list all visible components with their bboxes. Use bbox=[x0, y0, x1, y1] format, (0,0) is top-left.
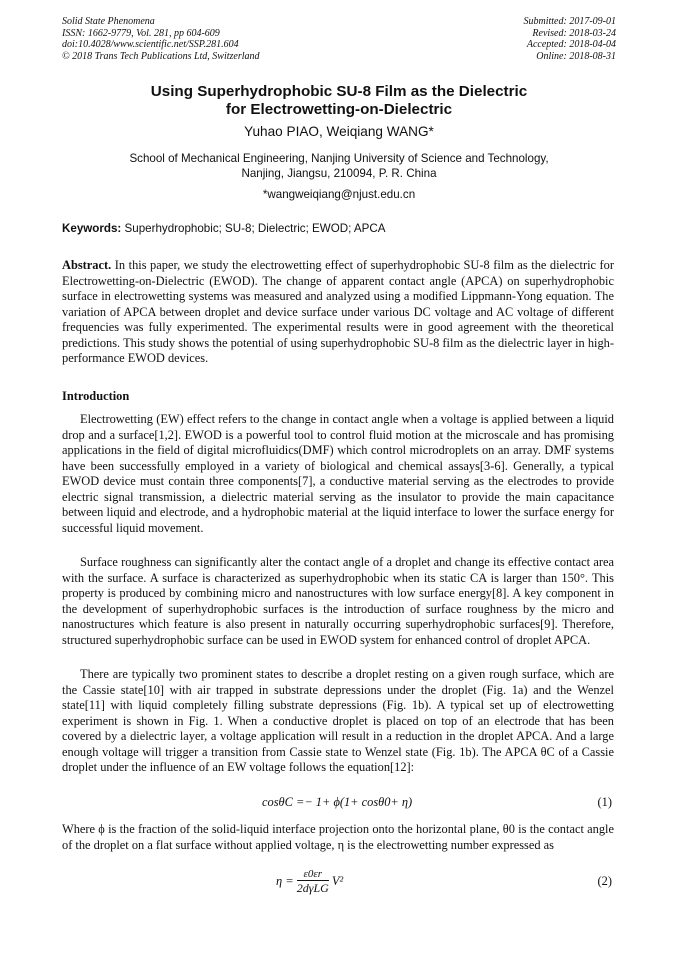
equation-2-rhs: V² bbox=[331, 873, 344, 888]
journal-copyright: © 2018 Trans Tech Publications Ltd, Switzerland bbox=[62, 50, 260, 62]
paper-title bbox=[62, 83, 616, 119]
equation-2-number: (2) bbox=[597, 874, 612, 888]
equation-2-numerator: ε0εr bbox=[297, 868, 329, 881]
date-submitted: Submitted: 2017-09-01 bbox=[523, 16, 616, 27]
section-heading-introduction: Introduction bbox=[62, 389, 130, 403]
intro-paragraph-3: There are typically two prominent states to describe a droplet resting on a given rough surface, which are the Cassie state[10] with air trapped in substrate depressions under the droplet (Fig. 1a) and the Wenzel state[11] with liquid completely filling substrate depressions (Fig. 1b). A typical set up of electrowetting experiment is shown in Fig. 1. When a conductive droplet is placed on top of an electrode that has been covered by a dielectric layer, a voltage application will result in a reduction in the droplet APCA. And a large enough voltage will trigger a transition from Cassie state to Wenzel state (Fig. 1b). The APCA θC of a Cassie droplet under the influence of an EW voltage follows the equation[12]: bbox=[62, 667, 614, 774]
abstract-label: Abstract. bbox=[62, 258, 112, 272]
equation-2-fraction bbox=[297, 868, 329, 896]
journal-name: Solid State Phenomena bbox=[62, 16, 155, 27]
equation-1-number: (1) bbox=[597, 795, 612, 809]
journal-doi[interactable]: doi:10.4028/www.scientific.net/SSP.281.604 bbox=[62, 39, 239, 51]
equation-2-lhs: η = bbox=[276, 873, 294, 888]
date-revised: Revised: 2018-03-24 bbox=[532, 27, 616, 39]
date-accepted: Accepted: 2018-04-04 bbox=[526, 39, 616, 51]
intro-paragraph-2: Surface roughness can significantly alter the contact angle of a droplet and change its effective contact area with the surface. A surface is characterized as superhydrophobic when its static CA is larger than 150°. This property is produced by combining micro and nanostructures with low surface energy[8]. A key component in the development of superhydrophobic surfaces is the introduction of surface roughness by the micro and nanostructures which feature is also present in naturally occurring superhydrophobic surfaces[9]. Therefore, structured superhydrophobic surface can be used in EWOD system for enhanced control of droplet APCA. bbox=[62, 555, 614, 647]
intro-paragraph-1: Electrowetting (EW) effect refers to the change in contact angle when a voltage is applied between a liquid drop and a surface[1,2]. EWOD is a powerful tool to control fluid motion at the microscale and has promising applications in the field of digital microfluidics(DMF) which control microdroplets on an array. DMF systems have been successfully employed in a variety of biological and chemical assays[3-6]. Generally, a typical EWOD device must contain three components[7], a conductive material serving as the electrodes to provide electric signal transmission, a dielectric material serving as the insulator to provide the main capacitance between liquid and electrode, and a hydrophobic material at the liquid interface to lower the surface energy for successful liquid movement. bbox=[62, 412, 614, 535]
submission-dates bbox=[524, 16, 617, 62]
abstract bbox=[62, 258, 614, 367]
affiliation-line-2: Nanjing, Jiangsu, 210094, P. R. China bbox=[241, 167, 437, 181]
equation-2-body bbox=[276, 868, 343, 896]
intro-paragraph-4: Where ϕ is the fraction of the solid-liquid interface projection onto the horizontal plane, θ0 is the contact angle of the droplet on a flat surface without applied voltage, η is the electrowetting number expressed as bbox=[62, 822, 614, 852]
authors: Yuhao PIAO, Weiqiang WANG* bbox=[244, 124, 434, 139]
keywords-label: Keywords: bbox=[62, 222, 122, 235]
keywords-text: Superhydrophobic; SU-8; Dielectric; EWOD; APCA bbox=[124, 222, 386, 235]
date-online: Online: 2018-08-31 bbox=[536, 50, 616, 62]
keywords bbox=[62, 222, 616, 235]
author-email[interactable]: *wangweiqiang@njust.edu.cn bbox=[262, 188, 416, 201]
equation-1-body: cosθC =− 1+ ϕ(1+ cosθ0+ η) bbox=[262, 795, 413, 809]
abstract-text: In this paper, we study the electrowetting effect of superhydrophobic SU-8 film as the dielectric for Electrowetting-on-Dielectric (EWOD). The change of apparent contact angle (APCA) on superhydrophobic surface in electrowetting systems was measured and analyzed using a modified Lippmann-Yong equation. The variation of APCA between droplet and device surface under various DC voltage and AC voltage of different frequencies was fully experimented. The experimental results were in good agreement with the theoretical predictions. This study shows the potential of using superhydrophobic SU-8 film as the dielectric layer in high-performance EWOD devices. bbox=[62, 258, 614, 365]
title-line-1: Using Superhydrophobic SU-8 Film as the Dielectric bbox=[150, 83, 528, 100]
equation-2-denominator: 2dγLG bbox=[296, 881, 329, 895]
title-line-2: for Electrowetting-on-Dielectric bbox=[225, 101, 453, 118]
affiliation-line-1: School of Mechanical Engineering, Nanjing University of Science and Technology, bbox=[129, 152, 549, 165]
affiliation bbox=[62, 151, 616, 181]
journal-info bbox=[62, 16, 260, 62]
journal-issn: ISSN: 1662-9779, Vol. 281, pp 604-609 bbox=[62, 27, 220, 39]
